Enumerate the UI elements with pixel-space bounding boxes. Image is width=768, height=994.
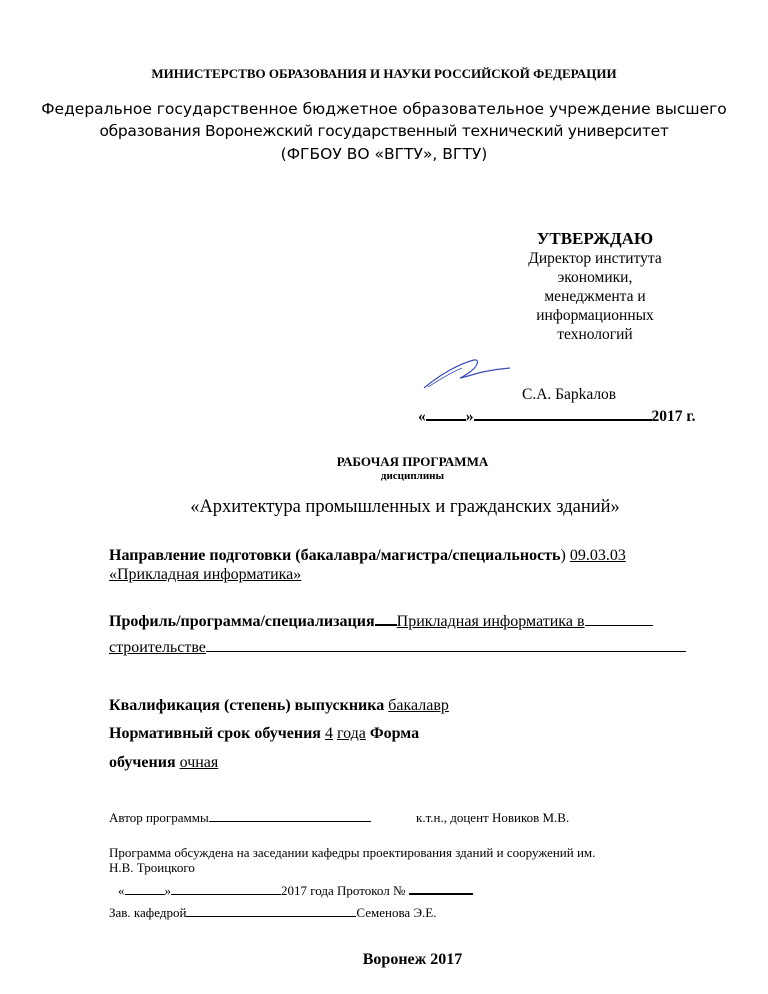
- profile-row: [109, 612, 653, 631]
- direction-label: Направление подготовки (бакалавра/магистра/специальность: [109, 547, 561, 564]
- approval-position: [500, 249, 690, 344]
- institution-line-1: Федеральное государственное бюджетное образовательное учреждение высшего: [41, 100, 727, 118]
- city-year: Воронеж 2017: [362, 951, 463, 968]
- protocol-text: 2017 года Протокол №: [281, 883, 406, 898]
- author-value: к.т.н., доцент Новиков М.В.: [416, 810, 570, 825]
- protocol-month-blank[interactable]: [171, 884, 281, 895]
- approval-name: С.А. Барkaлов: [522, 386, 617, 403]
- qualification-label: Квалификация (степень) выпускника: [109, 697, 385, 714]
- author-signature-line[interactable]: [209, 811, 371, 822]
- head-value: Семенова Э.Е.: [356, 905, 437, 920]
- approval-position-line: Директор института: [528, 250, 662, 267]
- head-label: Зав. кафедрой: [109, 905, 187, 920]
- direction-name: «Прикладная информатика»: [109, 566, 302, 583]
- date-open-quote: «: [418, 408, 426, 425]
- qualification-row: [109, 697, 449, 715]
- protocol-number-blank[interactable]: [409, 883, 473, 895]
- direction-paren: ): [560, 547, 566, 564]
- month-blank[interactable]: [474, 405, 652, 421]
- program-subtitle: дисциплины: [380, 470, 445, 482]
- approval-position-line: менеджмента и: [544, 288, 646, 305]
- author-row: [109, 810, 371, 826]
- profile-value-1: Прикладная информатика в: [396, 613, 585, 630]
- protocol-close-quote: »: [164, 883, 171, 898]
- qualification-value: бакалавр: [388, 697, 449, 714]
- term-row: [109, 725, 419, 743]
- form-value: очная: [179, 754, 219, 771]
- discussed-line-2: Н.В. Троицкого: [109, 860, 195, 875]
- approval-position-line: информационных: [536, 307, 654, 324]
- protocol-row: [118, 883, 473, 899]
- approval-title: УТВЕРЖДАЮ: [536, 229, 654, 248]
- approval-year: 2017 г.: [651, 408, 696, 425]
- form-label-1: Форма: [369, 725, 420, 742]
- profile-row-2: [109, 639, 686, 657]
- approval-date-row: [418, 405, 696, 426]
- term-value: 4: [324, 725, 333, 742]
- profile-value-2: строительстве: [109, 639, 206, 656]
- protocol-day-blank[interactable]: [125, 884, 165, 895]
- term-unit: года: [336, 725, 366, 742]
- discussed-line-1: Программа обсуждена на заседании кафедры проектирования зданий и сооружений им.: [109, 845, 596, 860]
- protocol-open-quote: «: [118, 883, 125, 898]
- institution-short: (ФГБОУ ВО «ВГТУ», ВГТУ): [280, 145, 488, 163]
- profile-gap-line: [375, 612, 397, 626]
- head-row: [109, 905, 436, 921]
- program-title: РАБОЧАЯ ПРОГРАММА: [336, 454, 489, 469]
- term-label: Нормативный срок обучения: [109, 725, 321, 742]
- discipline-name: «Архитектура промышленных и гражданских зданий»: [190, 497, 620, 517]
- day-blank[interactable]: [426, 405, 466, 421]
- date-close-quote: »: [465, 408, 474, 425]
- profile-fill-line-2: [206, 639, 686, 652]
- approval-position-line: технологий: [557, 326, 633, 343]
- profile-label: Профиль/программа/специализация: [109, 613, 375, 630]
- profile-fill-line: [585, 613, 653, 626]
- direction-row: [109, 547, 626, 565]
- approval-position-line: экономики,: [557, 269, 633, 286]
- head-signature-line[interactable]: [186, 906, 356, 917]
- signature-image: [418, 354, 518, 394]
- author-label: Автор программы: [109, 810, 209, 825]
- direction-code: 09.03.03: [569, 547, 626, 564]
- ministry-title: МИНИСТЕРСТВО ОБРАЗОВАНИЯ И НАУКИ РОССИЙСКОЙ ФЕДЕРАЦИИ: [151, 66, 617, 81]
- form-label-2: обучения: [109, 754, 176, 771]
- form-row: [109, 754, 218, 772]
- institution-line-2: образования Воронежский государственный технический университет: [99, 122, 669, 140]
